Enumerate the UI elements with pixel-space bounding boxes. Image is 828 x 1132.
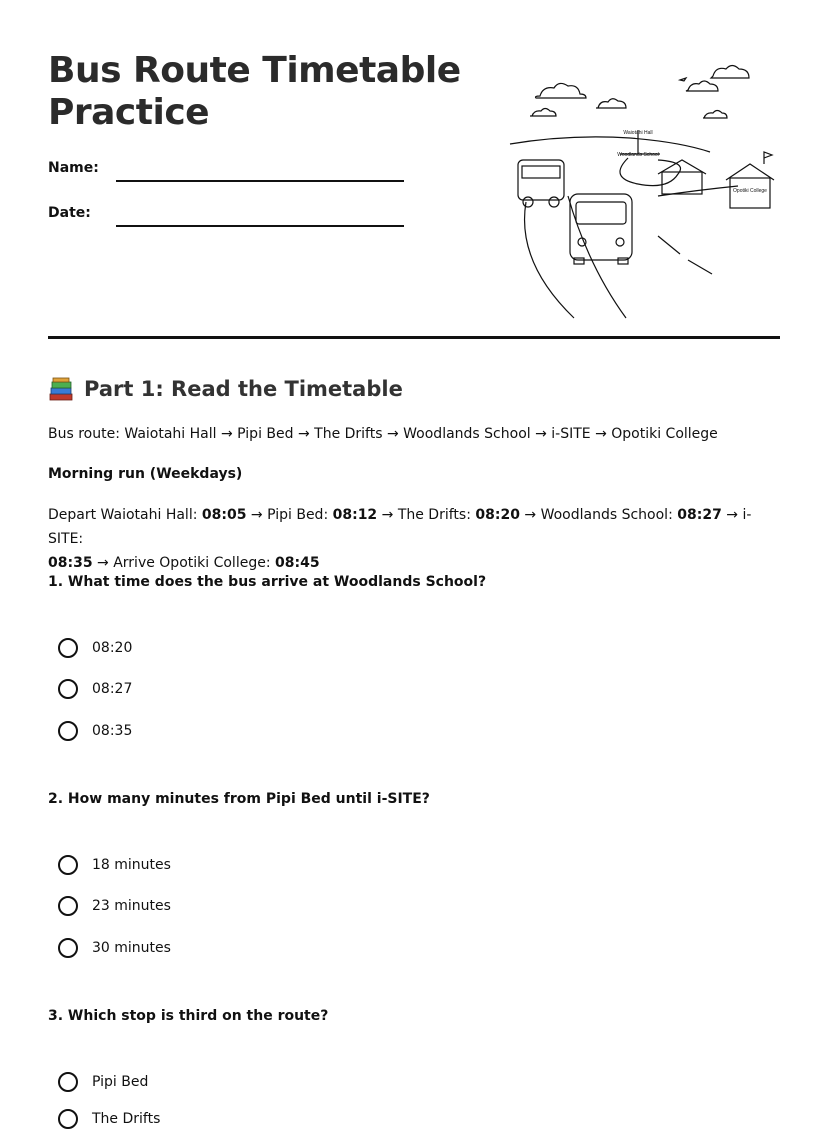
q2-option-c[interactable]: [58, 935, 171, 961]
t3-label: → The Drifts:: [377, 507, 476, 523]
date-field: [48, 205, 408, 229]
question-2: 2. How many minutes from Pipi Bed until i-SITE?: [48, 791, 430, 807]
road-marking: [658, 236, 680, 254]
radio-button[interactable]: [58, 896, 78, 916]
question-1: 1. What time does the bus arrive at Woodlands School?: [48, 574, 487, 590]
part1-heading: [48, 374, 403, 404]
q1-option-a[interactable]: [58, 635, 132, 661]
radio-button[interactable]: [58, 855, 78, 875]
t1-time: 08:05: [201, 507, 247, 523]
t3-time: 08:20: [475, 507, 520, 523]
wheel-icon: [574, 258, 584, 264]
date-label: Date:: [48, 205, 91, 221]
sign-woodlands-school: Woodlands School: [617, 152, 659, 158]
section-divider: [48, 336, 780, 339]
radio-button[interactable]: [58, 938, 78, 958]
option-label: Pipi Bed: [92, 1074, 149, 1090]
option-label: 08:20: [92, 640, 133, 656]
sign-opotiki-college: Opotiki College: [733, 188, 767, 194]
wheel-icon: [523, 197, 533, 207]
wheel-icon: [549, 197, 559, 207]
option-label: 18 minutes: [92, 857, 171, 873]
bus-front-window: [576, 202, 626, 224]
radio-button[interactable]: [58, 679, 78, 699]
bird-icon: [680, 78, 686, 81]
bus-route-illustration: [508, 60, 780, 322]
q3-option-a[interactable]: [58, 1069, 148, 1095]
option-label: 30 minutes: [92, 940, 171, 956]
option-label: 08:27: [92, 681, 133, 697]
radio-button[interactable]: [58, 721, 78, 741]
route-text: Bus route: Waiotahi Hall → Pipi Bed → The Drifts → Woodlands School → i-SITE → Opotiki College: [48, 426, 718, 442]
road-marking: [688, 260, 712, 274]
option-label: The Drifts: [92, 1111, 161, 1127]
option-label: 23 minutes: [92, 898, 171, 914]
bus-front-icon: [570, 194, 632, 260]
option-label: 08:35: [92, 723, 133, 739]
headlight-icon: [616, 238, 624, 246]
q2-option-b[interactable]: [58, 893, 171, 919]
road-scene: [510, 130, 774, 318]
bus-back-window: [522, 166, 560, 178]
flag-icon: [764, 152, 772, 164]
q3-option-b[interactable]: [58, 1106, 160, 1132]
road-edge-right: [568, 196, 626, 318]
title-line-2: Practice: [48, 92, 210, 133]
date-write-line[interactable]: [116, 225, 404, 227]
t6-time: 08:45: [275, 555, 320, 571]
page-title: [48, 50, 488, 134]
cloud-icon: [530, 109, 556, 117]
road-edge-left: [525, 202, 574, 318]
q2-option-a[interactable]: [58, 852, 171, 878]
t5-label: → i-SITE:: [48, 507, 752, 547]
t4-time: 08:27: [677, 507, 722, 523]
name-label: Name:: [48, 160, 99, 176]
title-line-1: Bus Route Timetable: [48, 50, 461, 91]
timetable-text: [48, 503, 780, 575]
t2-time: 08:12: [332, 507, 378, 523]
cloud-icon: [596, 99, 626, 108]
q1-option-c[interactable]: [58, 718, 132, 744]
name-write-line[interactable]: [116, 180, 404, 182]
t5-time: 08:35: [48, 555, 93, 571]
t1-label: Depart Waiotahi Hall:: [48, 507, 202, 523]
clouds: [530, 66, 749, 119]
q1-option-b[interactable]: [58, 676, 132, 702]
radio-button[interactable]: [58, 638, 78, 658]
part1-heading-text: Part 1: Read the Timetable: [84, 377, 403, 401]
question-3: 3. Which stop is third on the route?: [48, 1008, 329, 1024]
cloud-icon: [703, 111, 727, 119]
t2-label: → Pipi Bed:: [246, 507, 333, 523]
morning-run-heading: Morning run (Weekdays): [48, 466, 243, 482]
wheel-icon: [618, 258, 628, 264]
headlight-icon: [578, 238, 586, 246]
radio-button[interactable]: [58, 1072, 78, 1092]
radio-button[interactable]: [58, 1109, 78, 1129]
books-icon: [48, 376, 74, 402]
t4-label: → Woodlands School:: [519, 507, 678, 523]
cloud-icon: [686, 81, 718, 91]
cloud-icon: [536, 83, 587, 98]
cloud-icon: [711, 66, 749, 79]
horizon-line: [510, 137, 710, 152]
name-field: [48, 160, 408, 184]
sign-waiotahi-hall: Waiotahi Hall: [623, 130, 653, 136]
t6-label: → Arrive Opotiki College:: [92, 555, 275, 571]
